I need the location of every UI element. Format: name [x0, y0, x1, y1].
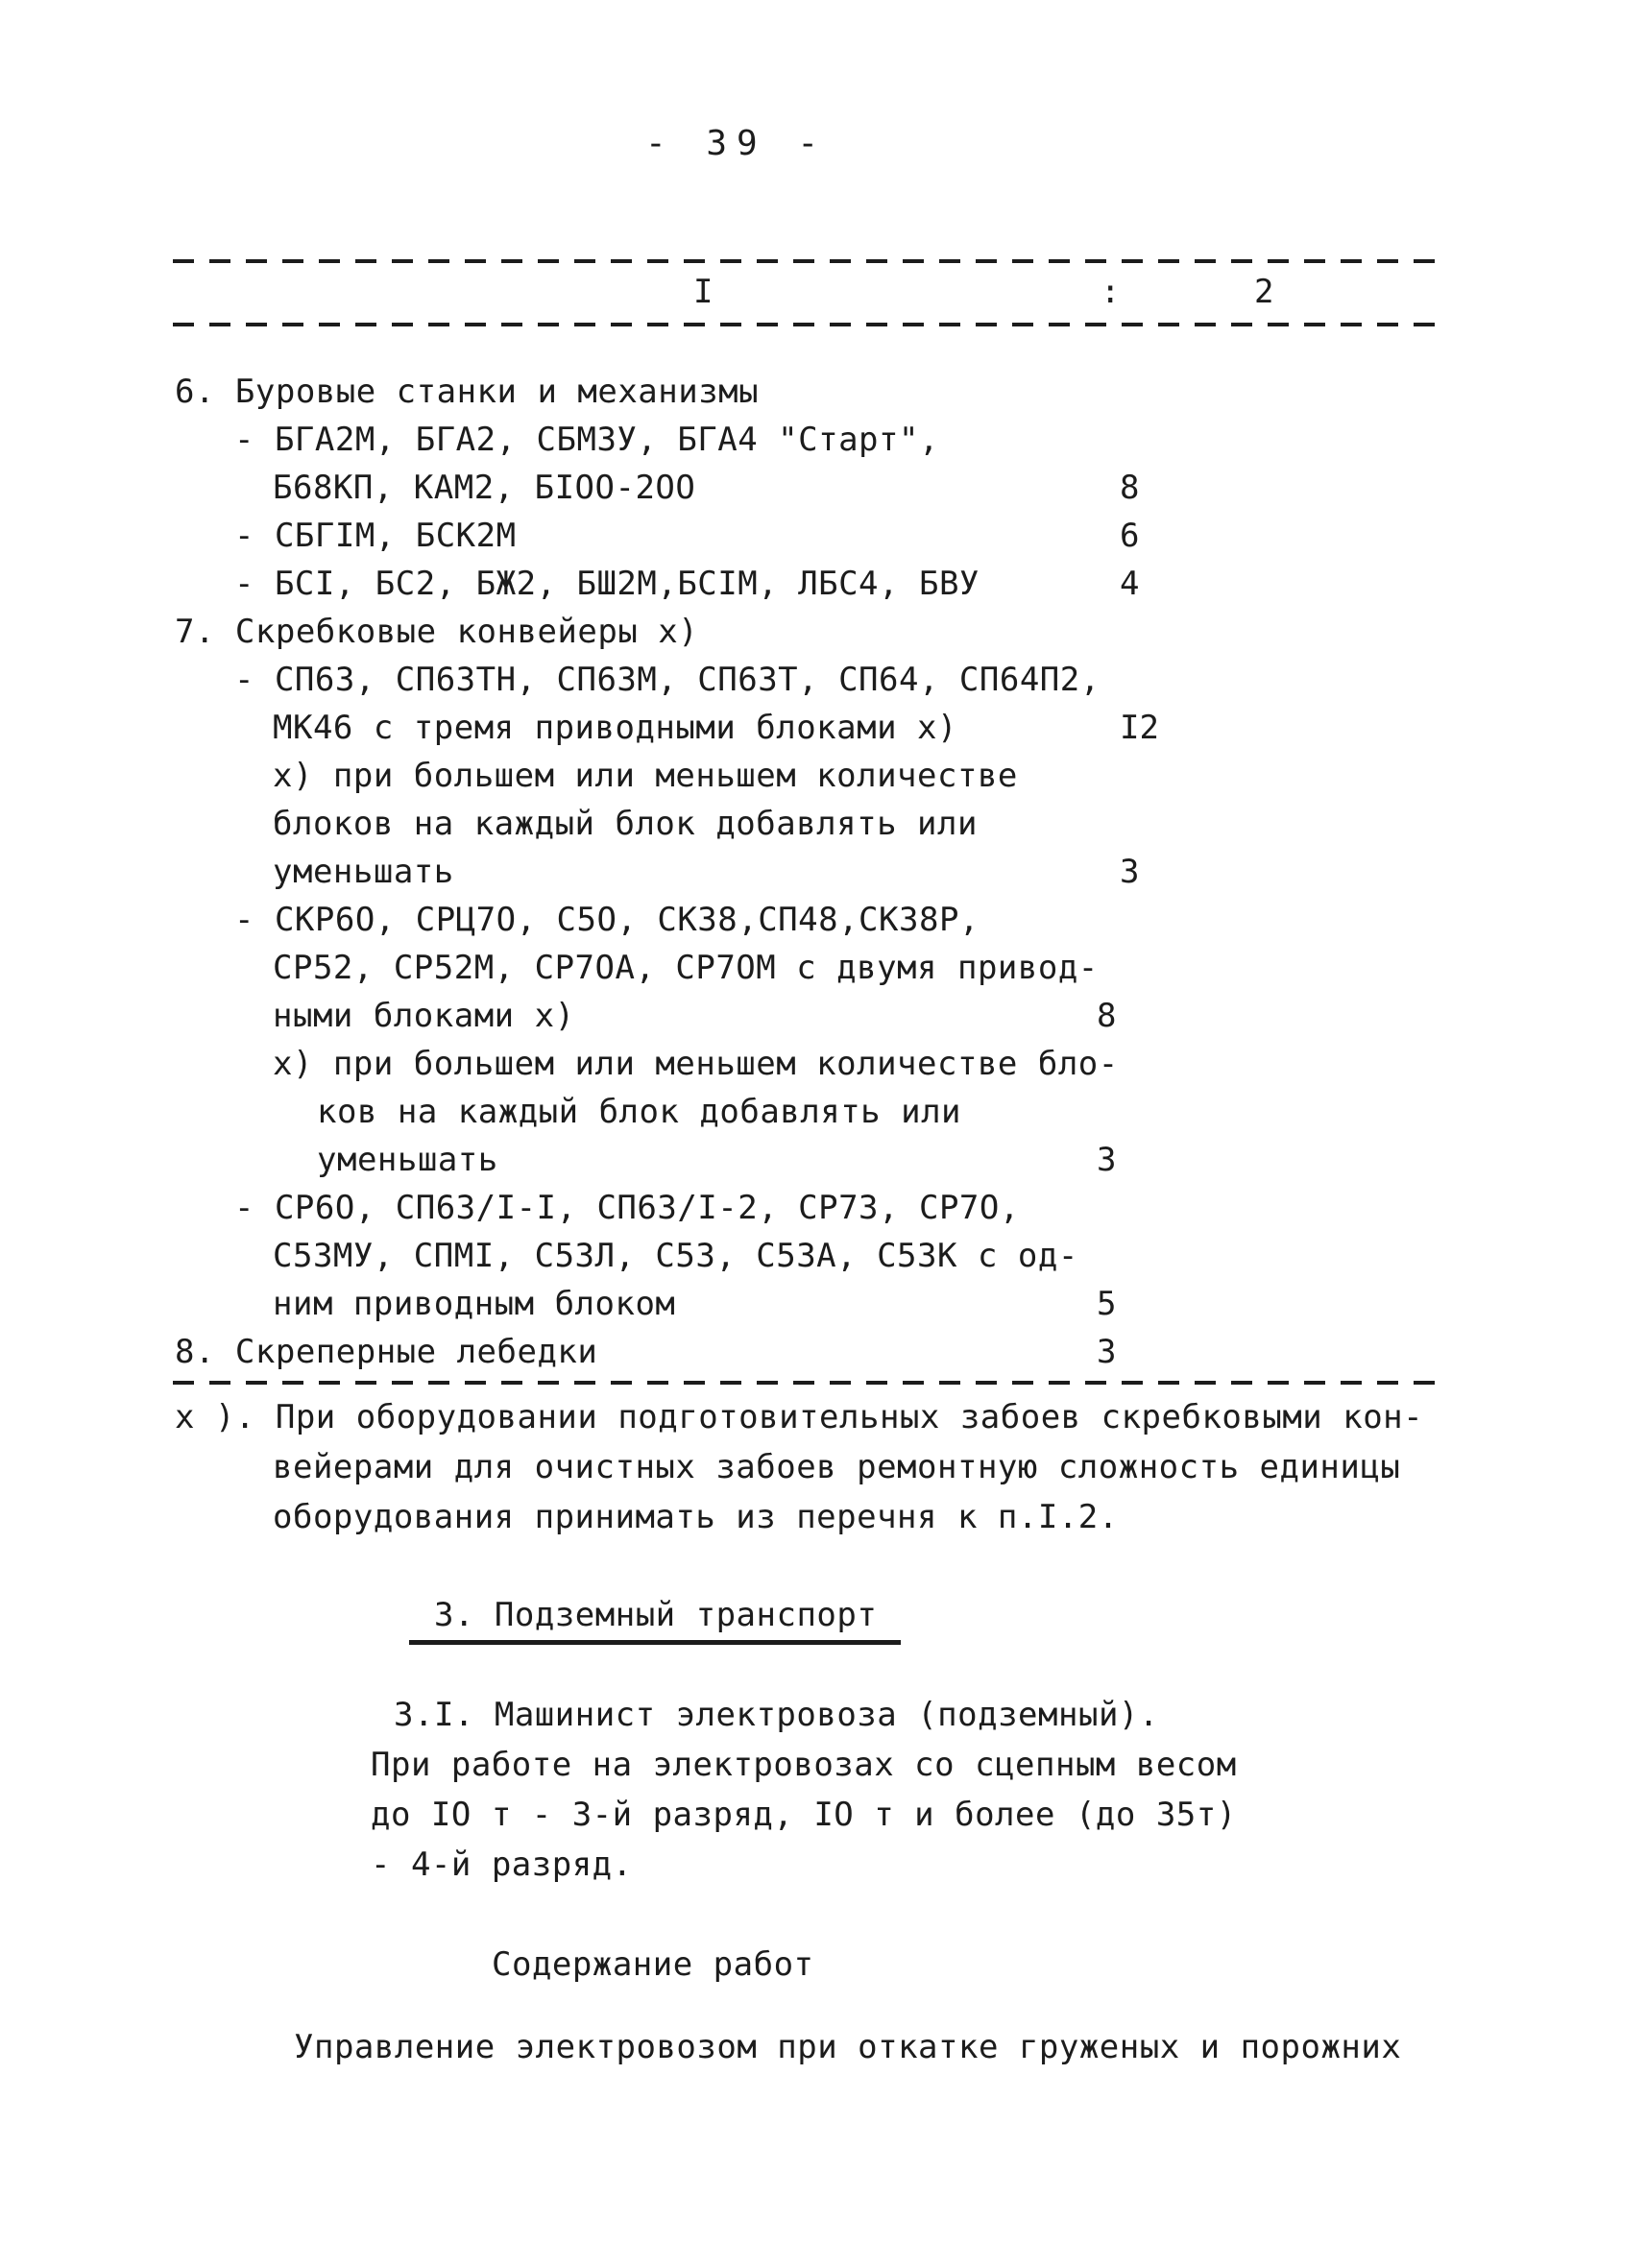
row-text: - СБГІМ, БСК2М — [234, 517, 517, 555]
row-text: ными блоками х) — [273, 997, 575, 1035]
footnote-line: вейерами для очистных забоев ремонтную сложность единицы — [273, 1448, 1401, 1486]
body-text-line: Управление электровозом при откатке груженых и порожних — [294, 2028, 1402, 2066]
subsection-line: При работе на электровозах со сцепным весом — [371, 1746, 1237, 1784]
row-text: МК46 с тремя приводными блоками х) — [273, 709, 957, 747]
table-header-separator: : — [1101, 273, 1121, 311]
table-top-rule — [173, 259, 1450, 263]
row-text: х) при большем или меньшем количестве бло- — [273, 1045, 1119, 1083]
row-text: х) при большем или меньшем количестве — [273, 757, 1018, 795]
table-header-col1: I — [693, 273, 714, 311]
table-header-rule — [173, 323, 1450, 326]
row-text: уменьшать — [317, 1141, 498, 1179]
row-value: 4 — [1120, 565, 1140, 603]
row-text: 6. Буровые станки и механизмы — [175, 373, 760, 411]
row-text: - СКР6О, СРЦ7О, С5О, СК38,СП48,СК38Р, — [234, 901, 980, 939]
row-text: - СП63, СП63ТН, СП63М, СП63Т, СП64, СП64П2, — [234, 661, 1101, 699]
row-text: СР52, СР52М, СР7ОА, СР7ОМ с двумя привод- — [273, 949, 1099, 987]
row-value: 3 — [1097, 1141, 1117, 1179]
row-text: - СР6О, СП63/І-І, СП63/І-2, СР73, СР7О, — [234, 1189, 1020, 1227]
row-text: Б68КП, КАМ2, БІОО-2ОО — [273, 469, 696, 507]
row-value: 8 — [1120, 469, 1140, 507]
subsection-line: до ІО т - 3-й разряд, ІО т и более (до 35т) — [371, 1796, 1237, 1834]
footnote-line: оборудования принимать из перечня к п.І.2. — [273, 1498, 1119, 1536]
row-value: 3 — [1120, 853, 1140, 891]
section-title: 3. Подземный транспорт — [434, 1596, 878, 1634]
page-number: - 39 - — [645, 124, 829, 163]
row-value: I2 — [1120, 709, 1159, 747]
section-title-underline — [409, 1640, 901, 1645]
row-text: блоков на каждый блок добавлять или — [273, 805, 978, 843]
row-text: ним приводным блоком — [273, 1285, 676, 1323]
table-header-col2: 2 — [1254, 273, 1274, 311]
row-text: 8. Скреперные лебедки — [175, 1333, 598, 1371]
row-value: 8 — [1097, 997, 1117, 1035]
footnote-line: х ). При оборудовании подготовительных забоев скребковыми кон- — [175, 1398, 1424, 1436]
subsection-line: - 4-й разряд. — [371, 1846, 633, 1884]
row-text: - БГА2М, БГА2, СБМЗУ, БГА4 "Старт", — [234, 421, 939, 459]
subsection-line: 3.І. Машинист электровоза (подземный). — [394, 1696, 1159, 1734]
table-bottom-rule — [173, 1381, 1450, 1385]
row-value: 5 — [1097, 1285, 1117, 1323]
row-text: С53МУ, СПМІ, С53Л, С53, С53А, С53К с од- — [273, 1237, 1078, 1275]
row-text: ков на каждый блок добавлять или — [317, 1093, 962, 1131]
row-value: 6 — [1120, 517, 1140, 555]
row-text: - БСІ, БС2, БЖ2, БШ2М,БСІМ, ЛБС4, БВУ — [234, 565, 980, 603]
content-heading: Содержание работ — [492, 1945, 814, 1984]
row-text: 7. Скребковые конвейеры х) — [175, 613, 699, 651]
row-value: 3 — [1097, 1333, 1117, 1371]
row-text: уменьшать — [273, 853, 454, 891]
